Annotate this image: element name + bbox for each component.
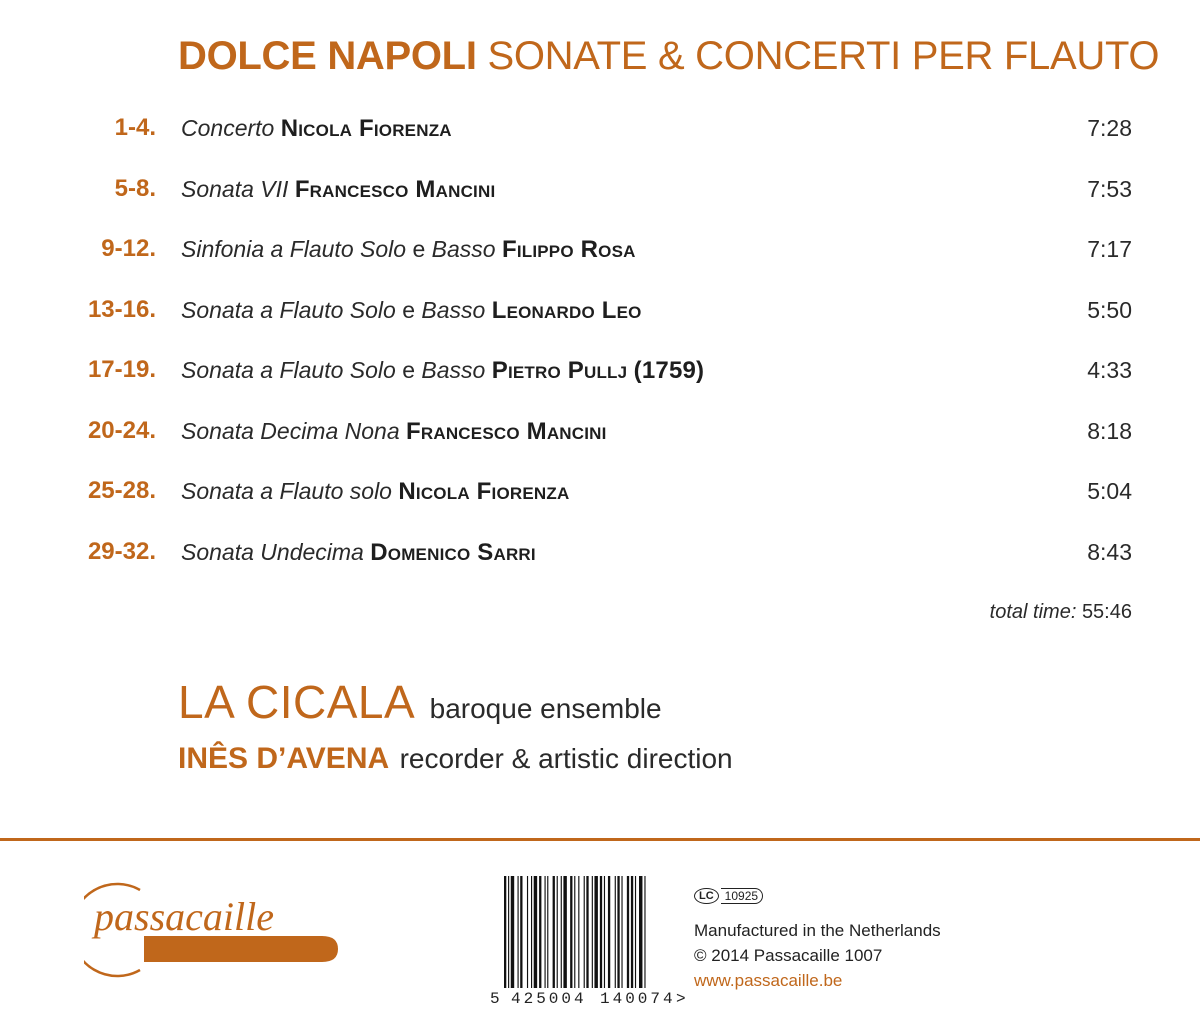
barcode-bar (644, 876, 645, 988)
passacaille-logo (84, 870, 344, 980)
lc-number: 10925 (721, 888, 763, 904)
barcode-bar (547, 876, 548, 988)
track-number: 20-24. (87, 417, 156, 444)
logo-wordmark: passacaille (94, 894, 274, 939)
barcode-bar (557, 876, 558, 988)
track-row (0, 108, 1200, 148)
barcode-bar (504, 876, 506, 988)
barcode-bar (617, 876, 619, 988)
track-number: 9-12. (101, 235, 156, 262)
track-row (0, 290, 1200, 330)
barcode-bar (534, 876, 537, 988)
track-piece: Concerto (181, 115, 275, 141)
track-piece: Sinfonia a Flauto Solo (181, 236, 407, 262)
track-row (0, 350, 1200, 390)
track-row (0, 169, 1200, 209)
barcode-bar (621, 876, 622, 988)
track-duration: 7:17 (1087, 236, 1132, 262)
track-duration: 4:33 (1087, 357, 1132, 383)
barcode-bar (561, 876, 562, 988)
album-title-main: DOLCE NAPOLI (178, 34, 477, 78)
barcode-bar (627, 876, 629, 988)
track-piece: Sonata a Flauto Solo (181, 297, 396, 323)
track-number: 1-4. (114, 114, 156, 141)
track-work (181, 169, 495, 210)
track-work (181, 229, 636, 270)
track-row (0, 229, 1200, 269)
track-composer: Nicola Fiorenza (398, 478, 570, 505)
track-composer: Pietro Pullj (491, 357, 628, 384)
barcode-bar (584, 876, 585, 988)
total-time-value: 55:46 (1081, 601, 1132, 623)
lc-badge: LC (694, 888, 719, 904)
track-composer: Francesco Mancini (406, 418, 607, 445)
barcode-bar (553, 876, 555, 988)
track-piece: Sonata a Flauto Solo (181, 357, 396, 383)
track-piece: Sonata VII (181, 176, 289, 202)
track-piece-continued: Basso (421, 297, 486, 323)
director-name: INÊS D’AVENA (178, 742, 390, 775)
ensemble-credit (178, 672, 662, 744)
track-composer-year: (1759) (633, 357, 705, 384)
imprint-copyright: © 2014 Passacaille 1007 (694, 946, 883, 965)
track-piece: Sonata Decima Nona (181, 418, 400, 444)
track-row (0, 471, 1200, 511)
track-work (181, 108, 452, 149)
track-number: 13-16. (87, 296, 156, 323)
track-work (181, 411, 607, 452)
imprint (694, 918, 941, 993)
director-description: recorder & artistic direction (399, 743, 733, 774)
barcode-bar (518, 876, 519, 988)
footer-divider (0, 838, 1200, 841)
track-piece: Sonata Undecima (181, 539, 364, 565)
barcode-bar (600, 876, 602, 988)
track-joiner: e (402, 357, 416, 383)
barcode-digits-left: 425004 (511, 990, 587, 1008)
ensemble-name: LA CICALA (178, 676, 416, 728)
track-duration: 7:53 (1087, 176, 1132, 202)
track-number: 25-28. (87, 477, 156, 504)
barcode-bar (508, 876, 509, 988)
barcode-bar (520, 876, 522, 988)
barcode-bar (594, 876, 597, 988)
track-work (181, 471, 569, 512)
track-composer: Leonardo Leo (491, 297, 642, 324)
barcode-bar (578, 876, 579, 988)
track-row (0, 532, 1200, 572)
barcode-digit-first: 5 (490, 990, 500, 1008)
barcode (500, 876, 690, 988)
imprint-manufactured: Manufactured in the Netherlands (694, 921, 941, 940)
track-duration: 5:50 (1087, 297, 1132, 323)
album-title-sub: SONATE & CONCERTI PER FLAUTO (487, 34, 1160, 78)
barcode-bar (608, 876, 610, 988)
track-number: 5-8. (114, 175, 156, 202)
label-code (694, 888, 763, 904)
track-duration: 8:43 (1087, 539, 1132, 565)
track-work (181, 532, 536, 573)
track-composer: Francesco Mancini (294, 176, 496, 203)
track-composer: Domenico Sarri (370, 539, 536, 566)
album-title (178, 30, 1159, 82)
track-duration: 5:04 (1087, 478, 1132, 504)
track-duration: 7:28 (1087, 115, 1132, 141)
track-piece-continued: Basso (421, 357, 486, 383)
barcode-bar (592, 876, 593, 988)
track-composer: Nicola Fiorenza (280, 115, 452, 142)
barcode-bar (563, 876, 566, 988)
track-number: 29-32. (87, 538, 156, 565)
track-work (181, 350, 704, 391)
barcode-bar (631, 876, 633, 988)
barcode-bar (574, 876, 575, 988)
total-time (990, 594, 1132, 630)
barcode-bar (639, 876, 642, 988)
track-number: 17-19. (87, 356, 156, 383)
barcode-bar (539, 876, 541, 988)
track-joiner: e (402, 297, 416, 323)
ensemble-description: baroque ensemble (429, 693, 662, 724)
track-duration: 8:18 (1087, 418, 1132, 444)
barcode-digits-right: 140074 (600, 990, 676, 1008)
barcode-bar (586, 876, 588, 988)
barcode-digit-end: > (676, 990, 686, 1008)
track-piece: Sonata a Flauto solo (181, 478, 392, 504)
track-work (181, 290, 642, 331)
barcode-bar (570, 876, 572, 988)
track-composer: Filippo Rosa (501, 236, 636, 263)
barcode-bar (545, 876, 546, 988)
total-time-label: total time: (989, 601, 1077, 623)
track-joiner: e (412, 236, 426, 262)
imprint-website-link[interactable]: www.passacaille.be (694, 971, 843, 990)
barcode-bar (511, 876, 514, 988)
barcode-bar (527, 876, 528, 988)
director-credit (178, 736, 733, 787)
track-piece-continued: Basso (431, 236, 496, 262)
barcode-bar (635, 876, 636, 988)
barcode-bar (604, 876, 605, 988)
track-row (0, 411, 1200, 451)
barcode-bar (615, 876, 616, 988)
barcode-bar (531, 876, 532, 988)
